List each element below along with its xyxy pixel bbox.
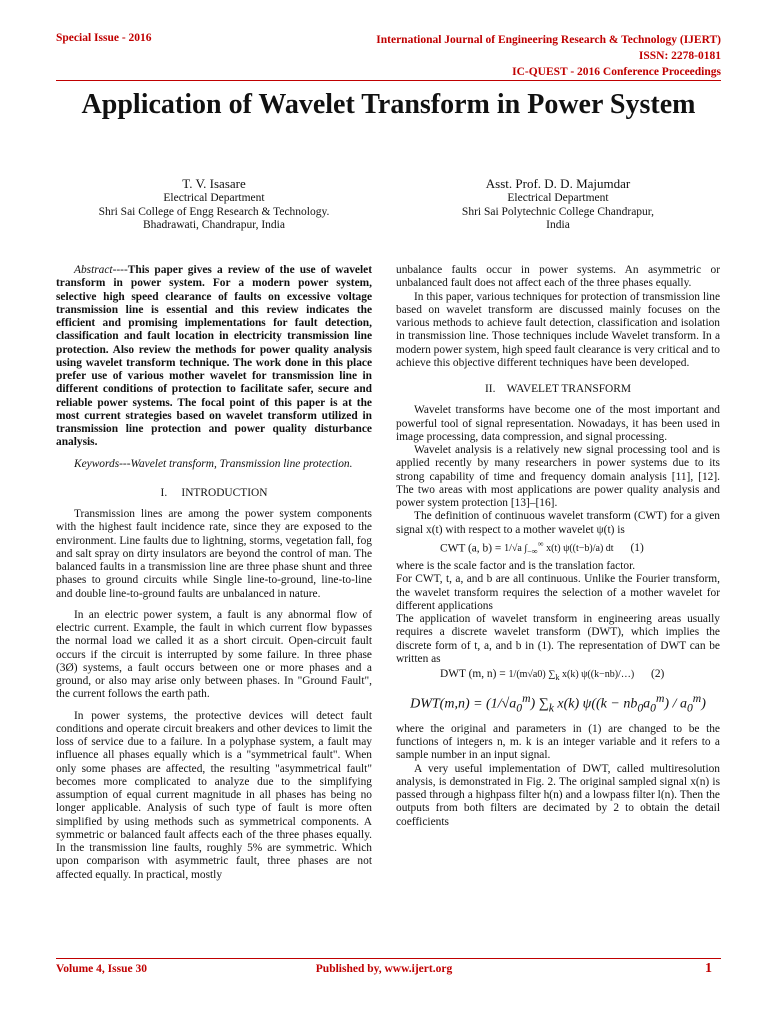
abstract-label: Abstract---- xyxy=(74,264,128,276)
footer-volume: Volume 4, Issue 30 xyxy=(56,963,147,975)
left-column xyxy=(56,264,372,882)
footer-divider xyxy=(56,958,721,959)
paragraph: Wavelet transforms have become one of the most important and powerful tool of signal representation. Nowadays, it has been used in image processing, data compression, and signal processing. xyxy=(396,404,720,443)
header-divider xyxy=(56,80,721,81)
right-column xyxy=(396,264,720,829)
abstract xyxy=(56,264,372,450)
paragraph: where the original and parameters in (1) are changed to be the functions of integers n, m. k is an integer variable and it refers to a sample number in an input signal. xyxy=(396,722,720,762)
paragraph: For CWT, t, a, and b are all continuous. Unlike the Fourier transform, the wavelet transform requires the selection of a mother wavelet for different applications xyxy=(396,573,720,612)
paragraph: In this paper, various techniques for protection of transmission line based on wavelet transform are discussed mainly focuses on the various methods to achieve fault detection, classification and isolation in transmission line. Those techniques include Wavelet transform. In a modern power system, high speed fault clearance is very critical and to achieve this objective different techniques have been developed. xyxy=(396,290,720,369)
paragraph: A very useful implementation of DWT, called multiresolution analysis, is demonstrated in Fig. 2. The original sampled signal x(n) is passed through a highpass filter h(n) and a lowpass filter l(n). Then the outputs from both filters are decimated by 2 to obtain the detail coefficients xyxy=(396,762,720,828)
equation-lhs: CWT (a, b) = xyxy=(440,542,502,555)
author-block-2 xyxy=(396,175,720,233)
paper-title: Application of Wavelet Transform in Power System xyxy=(81,89,696,120)
section-heading-wavelet-transform: II. WAVELET TRANSFORM xyxy=(485,383,631,395)
paragraph: In power systems, the protective devices will detect fault conditions and operate circuit breakers and other devices to limit the loss of service due to a failure. In a polyphase system, a fault may influence all phases equally which is a "symmetrical fault". When only some phases are affected, the resulting "asymmetrical fault" becomes more complicated to analyze due to the simplifying assumption of equal current magnitude in all phases has being no longer applicable. Analysis of such type of fault is more often simplified by using methods such as symmetrical components. A symmetric or balanced fault affects each of the three phases equally. In the transmission line faults, roughly 5% are symmetric. Which upon comparison with asymmetric fault, three phases are not affected equally. In practical, mostly xyxy=(56,709,372,881)
issn: ISSN: 2278-0181 xyxy=(638,50,721,62)
author-affiliation: Electrical Department xyxy=(163,192,265,204)
paragraph: Transmission lines are among the power system components with the highest fault incidence rate, since they are exposed to the environment. Line faults due to lightning, storms, vegetation fall, fog and salt spray on dirty insulators are beyond the control of man. The balanced faults in a transmission line are three phase shunt and three phases to ground circuits while Single line-to-ground, line-to-line and double line-to-ground faults are unbalanced in nature. xyxy=(56,508,372,600)
section-heading-introduction: I. INTRODUCTION xyxy=(160,486,268,499)
author-affiliation: Bhadrawati, Chandrapur, India xyxy=(143,219,285,231)
author-affiliation: India xyxy=(546,219,570,231)
conference-name: IC-QUEST - 2016 Conference Proceedings xyxy=(512,66,721,78)
equation-dwt: DWT (m, n) = 1/(m√a0) $\sum_k$ x(k) ψ((k−nb)/…) (2) xyxy=(440,668,665,683)
equation-number: (1) xyxy=(630,542,644,555)
paragraph: Wavelet analysis is a relatively new signal processing tool and is applied recently by many researchers in power systems due to its strong capability of time and frequency domain analysis [11], [12]. The two areas with most applications are power quality analysis and power system protection [13]–[16]. xyxy=(396,444,720,509)
author-name: Asst. Prof. D. D. Majumdar xyxy=(485,176,631,191)
equation-number: (2) xyxy=(651,668,665,681)
abstract-text: This paper gives a review of the use of wavelet transform in power system. For a modern power system, selective high speed clearance of faults on excessive voltage transmission line is essential and this review indicates the efficient and promising implementations for fault detection, classification and fault location in electricity transmission line protection. Also review the methods for power quality analysis using wavelet transform technique. The work done in this place prefer use of various mother wavelet for transmission line in different conditions of protection to facilitate safer, secure and reliable power systems. The focal point of this paper is at the most current strategies based on wavelet transform utilized in transmission line protection and power quality disturbance analysis. xyxy=(56,264,372,449)
paragraph: The application of wavelet transform in engineering areas usually requires a discrete wavelet transform (DWT), which implies the discrete form of t, a, and b in (1). The representation of DWT can be written as xyxy=(396,613,720,665)
paragraph: In an electric power system, a fault is any abnormal flow of electric current. Example, the fault in which current flow bypasses the normal load we called it as a short circuit. Open-circuit fault occurs if the circuit is interrupted by some failure. In three phase (3Ø) systems, a fault occurs between one or more phases and a ground, or also may arise only between phases. In "Ground Fault", the current follows the earth path. xyxy=(56,608,372,701)
author-affiliation: Electrical Department xyxy=(507,192,609,204)
keywords-text: Wavelet transform, Transmission line protection xyxy=(130,457,350,470)
equation-lhs: DWT (m, n) = xyxy=(440,668,506,681)
header-issue: Special Issue - 2016 xyxy=(56,32,152,44)
header-journal xyxy=(376,32,721,80)
paragraph: unbalance faults occur in power systems. An asymmetric or unbalanced fault does not affect each of the three phases equally. xyxy=(396,264,720,290)
author-affiliation: Shri Sai College of Engg Research & Technology. xyxy=(98,205,330,218)
paragraph: The definition of continuous wavelet transform (CWT) for a given signal x(t) with respect to a mother wavelet ψ(t) is xyxy=(396,510,720,536)
author-name: T. V. Isasare xyxy=(182,176,246,191)
equation-cwt: CWT (a, b) = 1/√a $\int_{-\infty}^\infty$ x(t) ψ((t−b)/a) dt (1) xyxy=(440,539,644,557)
footer-publisher: Published by, www.ijert.org xyxy=(315,963,453,975)
paragraph: where is the scale factor and is the translation factor. xyxy=(396,560,636,573)
author-affiliation: Shri Sai Polytechnic College Chandrapur, xyxy=(461,205,655,218)
page-number: 1 xyxy=(705,961,712,976)
journal-name: International Journal of Engineering Research & Technology (IJERT) xyxy=(376,34,721,46)
keywords-label: Keywords--- xyxy=(74,457,131,470)
author-block-1 xyxy=(56,175,372,233)
keywords: Keywords---Wavelet transform, Transmission line protection. xyxy=(74,457,353,470)
equation-dwt-display: $DWT(m,n) = (1/√a_0^m)$ $\sum_k$ x(k) $\psi((k - nb_0a_0^m) / a_0^m)$ xyxy=(410,692,706,715)
